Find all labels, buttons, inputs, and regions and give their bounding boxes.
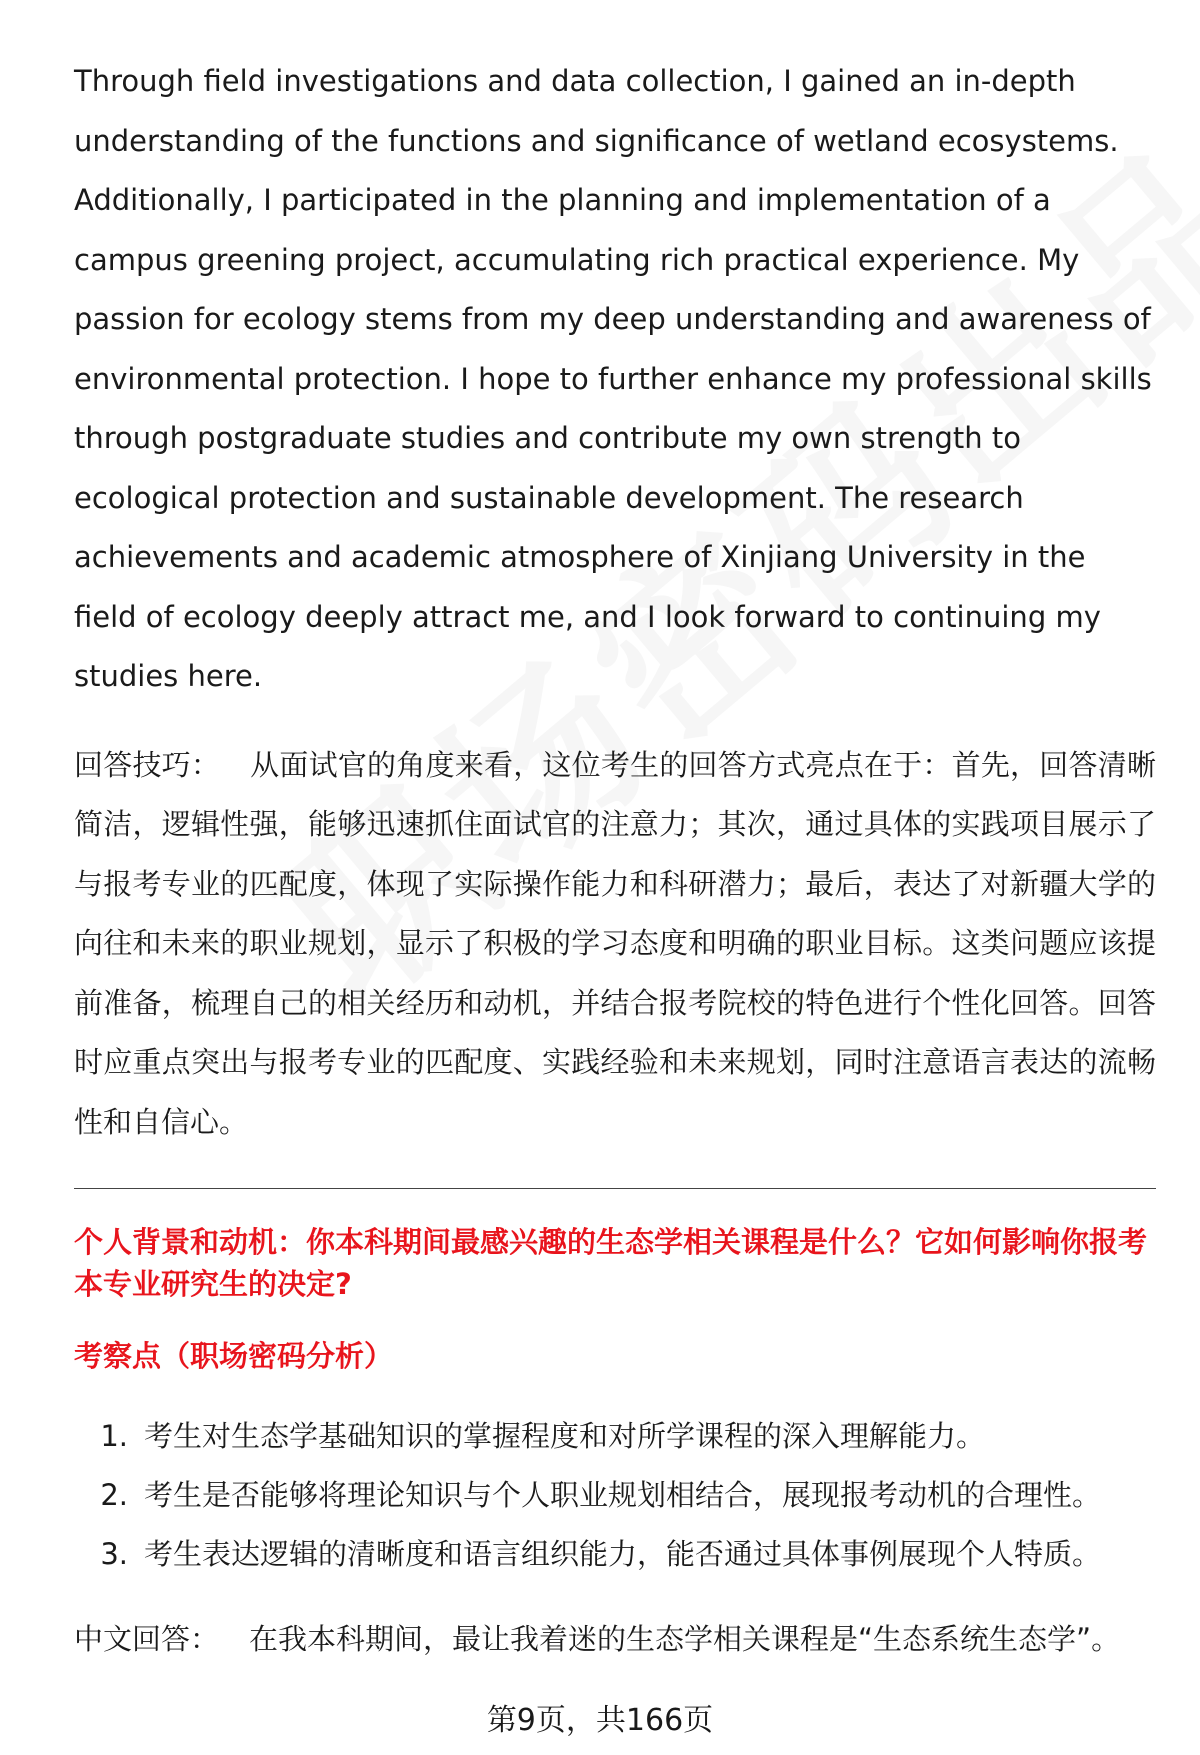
list-item-number: 3. — [100, 1537, 128, 1571]
section-divider — [74, 1188, 1156, 1189]
list-item-text: 考生是否能够将理论知识与个人职业规划相结合，展现报考动机的合理性。 — [144, 1478, 1102, 1512]
answer-tips-label: 回答技巧： — [74, 747, 221, 782]
list-item — [74, 1407, 1156, 1466]
chinese-answer-text: 在我本科期间，最让我着迷的生态学相关课程是“生态系统生态学”。 — [249, 1622, 1121, 1656]
page-number-footer: 第9页，共166页 — [486, 1703, 714, 1738]
assessment-points-list — [74, 1407, 1156, 1584]
assessment-heading: 考察点（职场密码分析） — [74, 1339, 394, 1373]
english-answer-paragraph: Through field investigations and data collection, I gained an in-depth understanding of the functions and significance of wetland ecosystems. Additionally, I participated in the planning and implementation of a campus greening project, accumulating rich practical experience. My passion for ecology stems from my deep understanding and awareness of environmental protection. I hope to further enhance my professional skills through postgraduate studies and contribute my own strength to ecological protection and sustainable development. The research achievements and academic atmosphere of Xinjiang University in the field of ecology deeply attract me, and I look forward to continuing my studies here. — [74, 64, 1152, 693]
answer-tips-text: 从面试官的角度来看，这位考生的回答方式亮点在于：首先，回答清晰简洁，逻辑性强，能够迅速抓住面试官的注意力；其次，通过具体的实践项目展示了与报考专业的匹配度，体现了实际操作能力和科研潜力；最后，表达了对新疆大学的向往和未来的职业规划，显示了积极的学习态度和明确的职业目标。这类问题应该提前准备，梳理自己的相关经历和动机，并结合报考院校的特色进行个性化回答。回答时应重点突出与报考专业的匹配度、实践经验和未来规划，同时注意语言表达的流畅性和自信心。 — [74, 747, 1156, 1139]
interview-question: 个人背景和动机：你本科期间最感兴趣的生态学相关课程是什么？它如何影响你报考本专业研究生的决定? — [74, 1225, 1148, 1301]
list-item — [74, 1466, 1156, 1525]
list-item-number: 1. — [100, 1419, 128, 1453]
list-item-text: 考生表达逻辑的清晰度和语言组织能力，能否通过具体事例展现个人特质。 — [144, 1537, 1102, 1571]
document-page — [74, 52, 1156, 1660]
list-item — [74, 1525, 1156, 1584]
answer-tips-paragraph — [74, 736, 1156, 1153]
chinese-answer-paragraph — [74, 1618, 1156, 1660]
list-item-number: 2. — [100, 1478, 128, 1512]
chinese-answer-label: 中文回答： — [74, 1622, 220, 1656]
list-item-text: 考生对生态学基础知识的掌握程度和对所学课程的深入理解能力。 — [144, 1419, 986, 1453]
